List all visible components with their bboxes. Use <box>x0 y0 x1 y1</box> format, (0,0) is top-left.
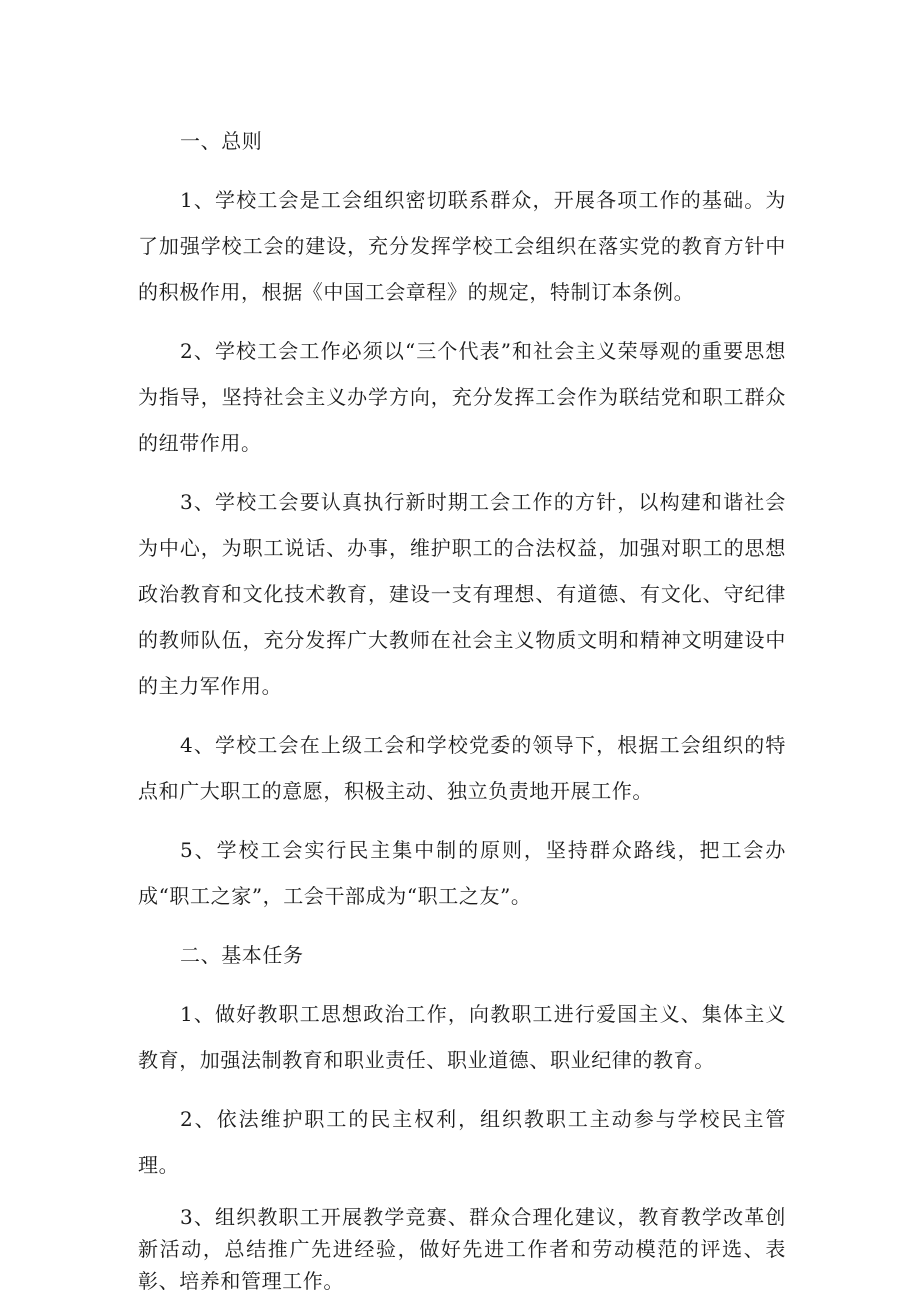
section-heading-general: 一、总则 <box>180 129 263 153</box>
paragraph-general-3: 3、学校工会要认真执行新时期工会工作的方针，以构建和谐社会为中心，为职工说话、办事，维护职工的合法权益，加强对职工的思想政治教育和文化技术教育，建设一支有理想、有道德、有文化、守纪律的教师队伍，充分发挥广大教师在社会主义物质文明和精神文明建设中的主力军作用。 <box>138 490 786 698</box>
paragraph-tasks-2: 2、依法维护职工的民主权利，组织教职工主动参与学校民主管理。 <box>138 1107 786 1177</box>
paragraph-tasks-3: 3、组织教职工开展教学竞赛、群众合理化建议，教育教学改革创新活动，总结推广先进经验，做好先进工作者和劳动模范的评选、表彰、培养和管理工作。 <box>138 1205 786 1293</box>
paragraph-general-2: 2、学校工会工作必须以“三个代表”和社会主义荣辱观的重要思想为指导，坚持社会主义办学方向，充分发挥工会作为联结党和职工群众的纽带作用。 <box>138 339 786 455</box>
paragraph-general-5: 5、学校工会实行民主集中制的原则，坚持群众路线，把工会办成“职工之家”，工会干部成为“职工之友”。 <box>138 838 786 908</box>
document-body <box>138 118 786 1310</box>
paragraph-tasks-1: 1、做好教职工思想政治工作，向教职工进行爱国主义、集体主义教育，加强法制教育和职业责任、职业道德、职业纪律的教育。 <box>138 1002 786 1072</box>
section-heading-tasks: 二、基本任务 <box>180 943 304 967</box>
paragraph-general-1: 1、学校工会是工会组织密切联系群众，开展各项工作的基础。为了加强学校工会的建设，充分发挥学校工会组织在落实党的教育方针中的积极作用，根据《中国工会章程》的规定，特制订本条例。 <box>138 188 786 304</box>
paragraph-general-4: 4、学校工会在上级工会和学校党委的领导下，根据工会组织的特点和广大职工的意愿，积极主动、独立负责地开展工作。 <box>138 733 786 803</box>
